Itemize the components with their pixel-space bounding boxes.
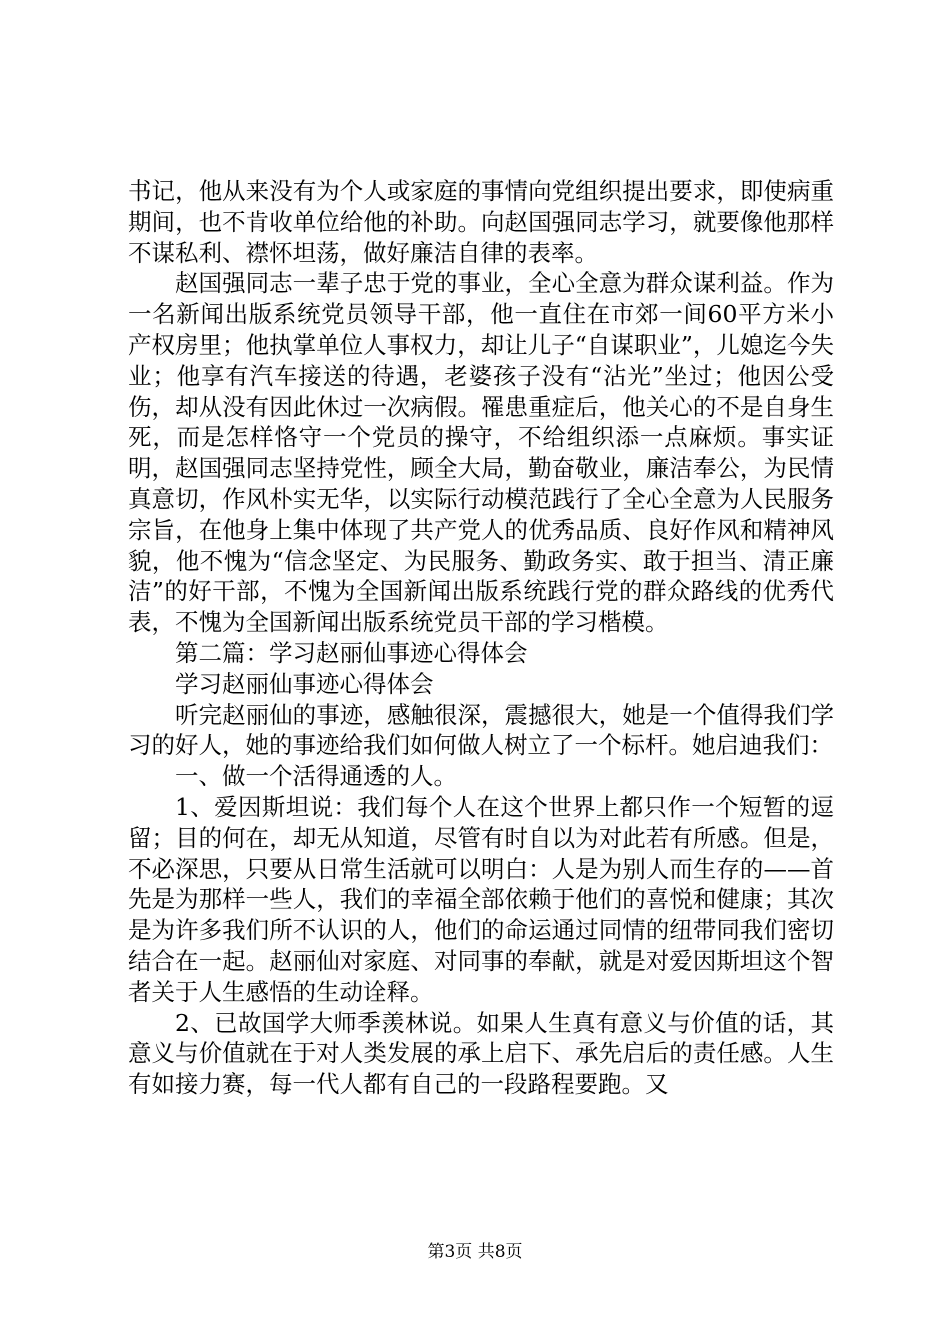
paragraph-zhao-guoqiang: 赵国强同志一辈子忠于党的事业，全心全意为群众谋利益。作为一名新闻出版系统党员领导干部，他一直住在市郊一间60平方米小产权房里；他执掌单位人事权力，却让儿子“自谋职业”，儿媳迄今失业；他享有汽车接送的待遇，老婆孩子没有“沾光”坐过；他因公受伤，却从没有因此休过一次病假。罹患重症后，他关心的不是自身生死，而是怎样恪守一个党员的操守，不给组织添一点麻烦。事实证明，赵国强同志坚持党性，顾全大局，勤奋敬业，廉洁奉公，为民情真意切，作风朴实无华，以实际行动模范践行了全心全意为人民服务宗旨，在他身上集中体现了共产党人的优秀品质、良好作风和精神风貌，他不愧为“信念坚定、为民服务、勤政务实、敢于担当、清正廉洁”的好干部，不愧为全国新闻出版系统践行党的群众路线的优秀代表，不愧为全国新闻出版系统党员干部的学习楷模。 [128,269,834,637]
paragraph-point-2: 2、已故国学大师季羡林说。如果人生真有意义与价值的话，其意义与价值就在于对人类发展的承上启下、承先启后的责任感。人生有如接力赛，每一代人都有自己的一段路程要跑。又 [128,1008,834,1099]
section-heading: 第二篇：学习赵丽仙事迹心得体会 [175,638,528,667]
article-title: 学习赵丽仙事迹心得体会 [175,669,434,698]
page-number-footer: 第3页 共8页 [427,1242,523,1262]
paragraph-point-1: 1、爱因斯坦说：我们每个人在这个世界上都只作一个短暂的逗留；目的何在，却无从知道，尽管有时自以为对此若有所感。但是，不必深思，只要从日常生活就可以明白：人是为别人而生存的——首先是为那样一些人，我们的幸福全部依赖于他们的喜悦和健康；其次是为许多我们所不认识的人，他们的命运通过同情的纽带同我们密切结合在一起。赵丽仙对家庭、对同事的奉献，就是对爱因斯坦这个智者关于人生感悟的生动诠释。 [128,792,834,1006]
document-body [128,176,834,1100]
paragraph-continuation: 书记，他从来没有为个人或家庭的事情向党组织提出要求，即使病重期间，也不肯收单位给他的补助。向赵国强同志学习，就要像他那样不谋私利、襟怀坦荡，做好廉洁自律的表率。 [128,177,834,267]
subheading-one: 一、做一个活得通透的人。 [175,762,457,791]
paragraph-intro: 听完赵丽仙的事迹，感触很深，震撼很大，她是一个值得我们学习的好人，她的事迹给我们如何做人树立了一个标杆。她启迪我们： [128,700,834,760]
